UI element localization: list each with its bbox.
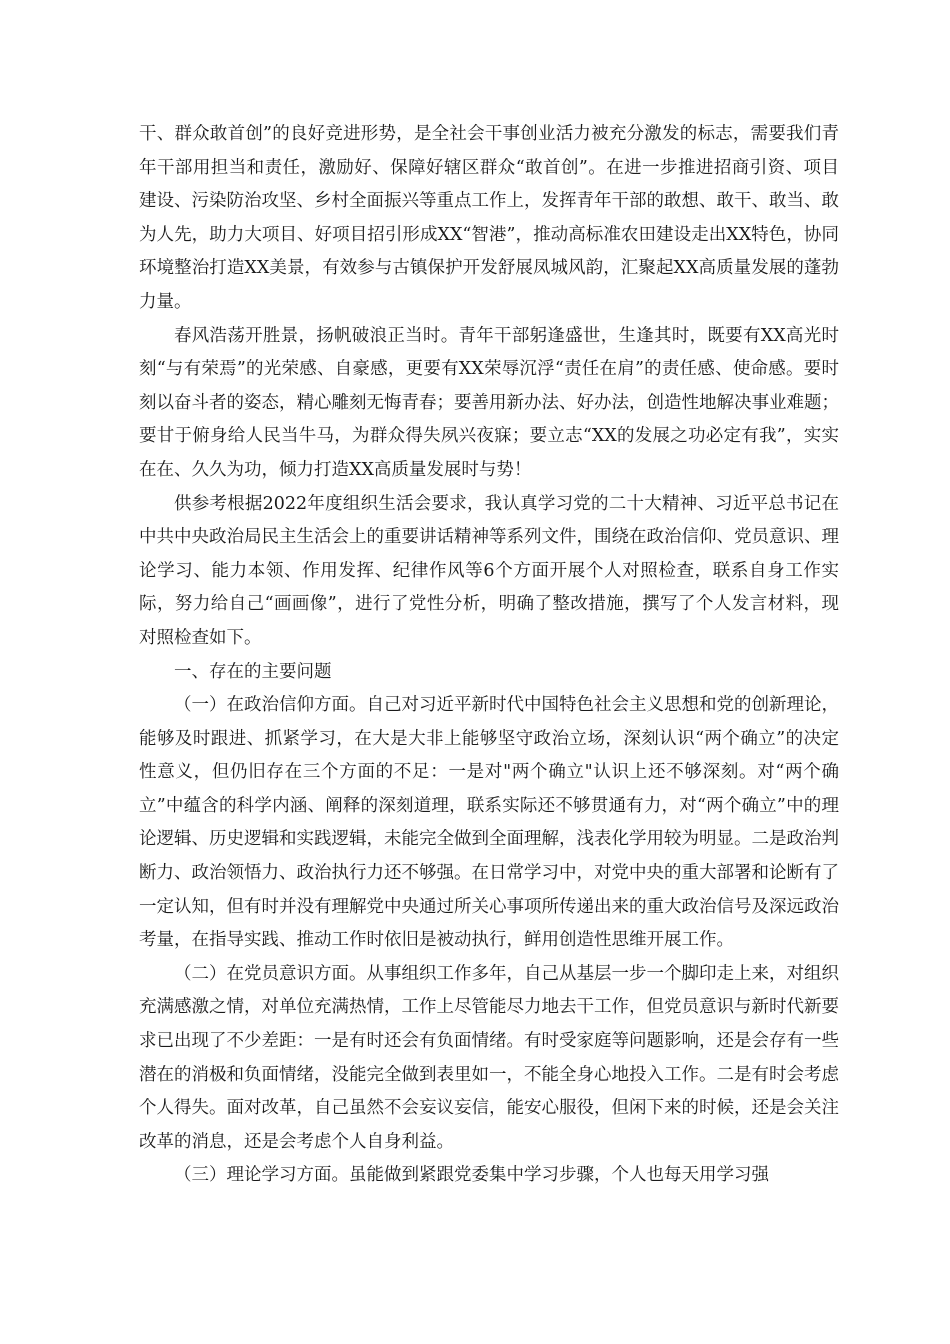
paragraph-intro: 供参考根据2022年度组织生活会要求，我认真学习党的二十大精神、习近平总书记在中共中央政治局民主生活会上的重要讲话精神等系列文件，围绕在政治信仰、党员意识、理论学习、能力本领、作用发挥、纪律作风等6个方面开展个人对照检查，联系自身工作实际，努力给自己“画画像”，进行了党性分析，明确了整改措施，撰写了个人发言材料，现对照检查如下。 [139,493,839,648]
paragraph-youth-cadres: 春风浩荡开胜景，扬帆破浪正当时。青年干部躬逢盛世，生逢其时，既要有XX高光时刻“与有荣焉”的光荣感、自豪感，更要有XX荣辱沉浮“责任在肩”的责任感、使命感。要时刻以奋斗者的姿态，精心雕刻无悔青春；要善用新办法、好办法，创造性地解决事业难题；要甘于俯身给人民当牛马，为群众得失夙兴夜寐；要立志“XX的发展之功必定有我”，实实在在、久久为功，倾力打造XX高质量发展时与势！ [139,325,839,480]
subsection-theory-study: （三）理论学习方面。虽能做到紧跟党委集中学习步骤，个人也每天用学习强 [174,1165,769,1186]
subsection-political-belief: （一）在政治信仰方面。自己对习近平新时代中国特色社会主义思想和党的创新理论，能够及时跟进、抓紧学习，在大是大非上能够坚守政治立场，深刻认识“两个确立”的决定性意义，但仍旧存在三个方面的不足：一是对"两个确立"认识上还不够深刻。对“两个确立”中蕴含的科学内涵、阐释的深刻道理，联系实际还不够贯通有力，对“两个确立”中的理论逻辑、历史逻辑和实践逻辑，未能完全做到全面理解，浅表化学用较为明显。二是政治判断力、政治领悟力、政治执行力还不够强。在日常学习中，对党中央的重大部署和论断有了一定认知，但有时并没有理解党中央通过所关心事项所传递出来的重大政治信号及深远政治考量，在指导实践、推动工作时依旧是被动执行，鲜用创造性思维开展工作。 [139,695,839,951]
section-heading: 一、存在的主要问题 [174,661,332,682]
subsection-party-awareness: （二）在党员意识方面。从事组织工作多年，自己从基层一步一个脚印走上来，对组织充满感激之情，对单位充满热情，工作上尽管能尽力地去干工作，但党员意识与新时代新要求已出现了不少差距：一是有时还会有负面情绪。有时受家庭等问题影响，还是会存有一些潜在的消极和负面情绪，没能完全做到表里如一，不能全身心地投入工作。二是有时会考虑个人得失。面对改革，自己虽然不会妄议妄信，能安心服役，但闲下来的时候，还是会关注改革的消息，还是会考虑个人自身利益。 [139,963,839,1152]
paragraph-continuation: 干、群众敢首创”的良好竞进形势，是全社会干事创业活力被充分激发的标志，需要我们青年干部用担当和责任，激励好、保障好辖区群众“敢首创”。在进一步推进招商引资、项目建设、污染防治攻坚、乡村全面振兴等重点工作上，发挥青年干部的敢想、敢干、敢当、敢为人先，助力大项目、好项目招引形成XX“智港”，推动高标准农田建设走出XX特色，协同环境整治打造XX美景，有效参与古镇保护开发舒展凤城风韵，汇聚起XX高质量发展的蓬勃力量。 [139,124,839,312]
document-body [139,118,839,1193]
